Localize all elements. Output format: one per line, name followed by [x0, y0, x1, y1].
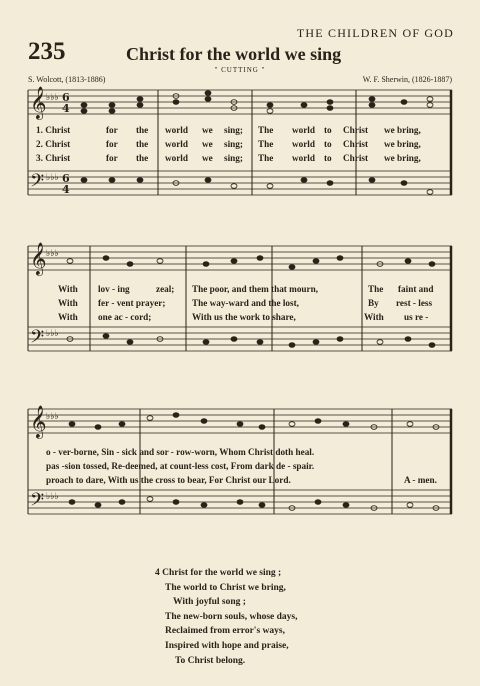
lyric-line: us re - [404, 312, 429, 322]
tune-name: " CUTTING " [214, 66, 266, 74]
lyric-3-4: world [165, 153, 188, 163]
lyric-line: With [58, 312, 78, 322]
lyric-line: zeal; [156, 284, 175, 294]
lyric-line: o - ver-borne, Sin - sick and sor - row-worn, Whom Christ doth heal. [46, 447, 315, 457]
stanza-line: The world to Christ we bring, [165, 582, 286, 593]
lyric-1-10: Christ [343, 125, 369, 135]
lyric-2-8: world [292, 139, 315, 149]
svg-text:♭♭♭: ♭♭♭ [46, 492, 59, 502]
svg-text:𝄞: 𝄞 [30, 242, 47, 275]
svg-text:𝄢: 𝄢 [30, 327, 45, 352]
svg-text:6: 6 [62, 91, 70, 104]
lyric-1-8: world [292, 125, 315, 135]
lyric-3-2: for [106, 153, 118, 163]
lyric-line: The [368, 284, 384, 294]
lyric-line: proach to dare, With us the cross to bear, For Christ our Lord. [46, 475, 291, 485]
lyric-line: pas -sion tossed, Re-deemed, at count-less cost, From dark de - spair. [46, 461, 315, 471]
lyric-line: With [58, 284, 78, 294]
lyric-2-11: we bring, [384, 139, 421, 149]
lyric-2-1: 2. Christ [36, 139, 71, 149]
lyric-line: With us the work to share, [192, 312, 296, 322]
lyric-2-10: Christ [343, 139, 369, 149]
lyric-line: fer - vent prayer; [98, 298, 166, 308]
svg-text:𝄞: 𝄞 [30, 86, 47, 119]
lyric-1-4: world [165, 125, 188, 135]
lyric-2-7: The [258, 139, 274, 149]
lyric-line: With [364, 312, 384, 322]
lyric-2-2: for [106, 139, 118, 149]
svg-text:♭♭♭: ♭♭♭ [46, 249, 59, 259]
lyric-line: rest - less [396, 298, 433, 308]
lyric-2-5: we [202, 139, 213, 149]
lyric-2-9: to [324, 139, 332, 149]
lyric-2-4: world [165, 139, 188, 149]
lyric-3-11: we bring, [384, 153, 421, 163]
lyric-3-3: the [136, 153, 149, 163]
stanza-4 [155, 566, 298, 668]
stanza-line: 4 Christ for the world we sing ; [155, 568, 282, 578]
lyric-line: The poor, and them that mourn, [192, 284, 319, 294]
hymn-number: 235 [28, 38, 66, 65]
music-credit: W. F. Sherwin, (1826-1887) [362, 75, 452, 84]
svg-text:♭♭♭: ♭♭♭ [46, 93, 59, 103]
lyric-line: By [368, 298, 379, 308]
svg-text:4: 4 [62, 102, 70, 115]
lyric-1-3: the [136, 125, 149, 135]
lyric-1-2: for [106, 125, 118, 135]
stanza-line: Reclaimed from error's ways, [165, 626, 285, 637]
section-title: THE CHILDREN OF GOD [296, 26, 454, 40]
lyric-3-5: we [202, 153, 213, 163]
words-credit: S. Wolcott, (1813-1886) [28, 75, 106, 84]
lyric-3-9: to [324, 153, 332, 163]
lyric-line: lov - ing [98, 284, 130, 294]
lyric-3-6: sing; [224, 153, 243, 163]
lyric-3-10: Christ [343, 153, 369, 163]
svg-text:♭♭♭: ♭♭♭ [46, 412, 59, 422]
lyric-line: faint and [398, 284, 434, 294]
lyric-3-8: world [292, 153, 315, 163]
stanza-line: To Christ belong. [175, 655, 246, 666]
hymn-title: Christ for the world we sing [126, 44, 342, 64]
lyric-2-3: the [136, 139, 149, 149]
lyric-3-7: The [258, 153, 274, 163]
lyric-3-1: 3. Christ [36, 153, 71, 163]
svg-text:𝄞: 𝄞 [30, 405, 47, 438]
svg-text:𝄢: 𝄢 [30, 490, 45, 515]
lyric-1-9: to [324, 125, 332, 135]
lyric-1-6: sing; [224, 125, 243, 135]
svg-text:6: 6 [62, 172, 70, 185]
lyric-1-11: we bring, [384, 125, 421, 135]
stanza-line: With joyful song ; [173, 597, 246, 608]
lyric-2-6: sing; [224, 139, 243, 149]
svg-text:4: 4 [62, 183, 70, 196]
lyric-1-5: we [202, 125, 213, 135]
stanza-line: The new-born souls, whose days, [165, 611, 298, 622]
lyric-line: The way-ward and the lost, [192, 298, 299, 308]
svg-text:♭♭♭: ♭♭♭ [46, 173, 59, 183]
stanza-line: Inspired with hope and praise, [165, 640, 289, 651]
lyric-1-1: 1. Christ [36, 125, 71, 135]
lyric-line: With [58, 298, 78, 308]
amen-text: A - men. [404, 475, 437, 485]
lyric-1-7: The [258, 125, 274, 135]
lyric-line: one ac - cord; [98, 312, 152, 322]
svg-text:♭♭♭: ♭♭♭ [46, 329, 59, 339]
svg-text:𝄢: 𝄢 [30, 171, 45, 196]
